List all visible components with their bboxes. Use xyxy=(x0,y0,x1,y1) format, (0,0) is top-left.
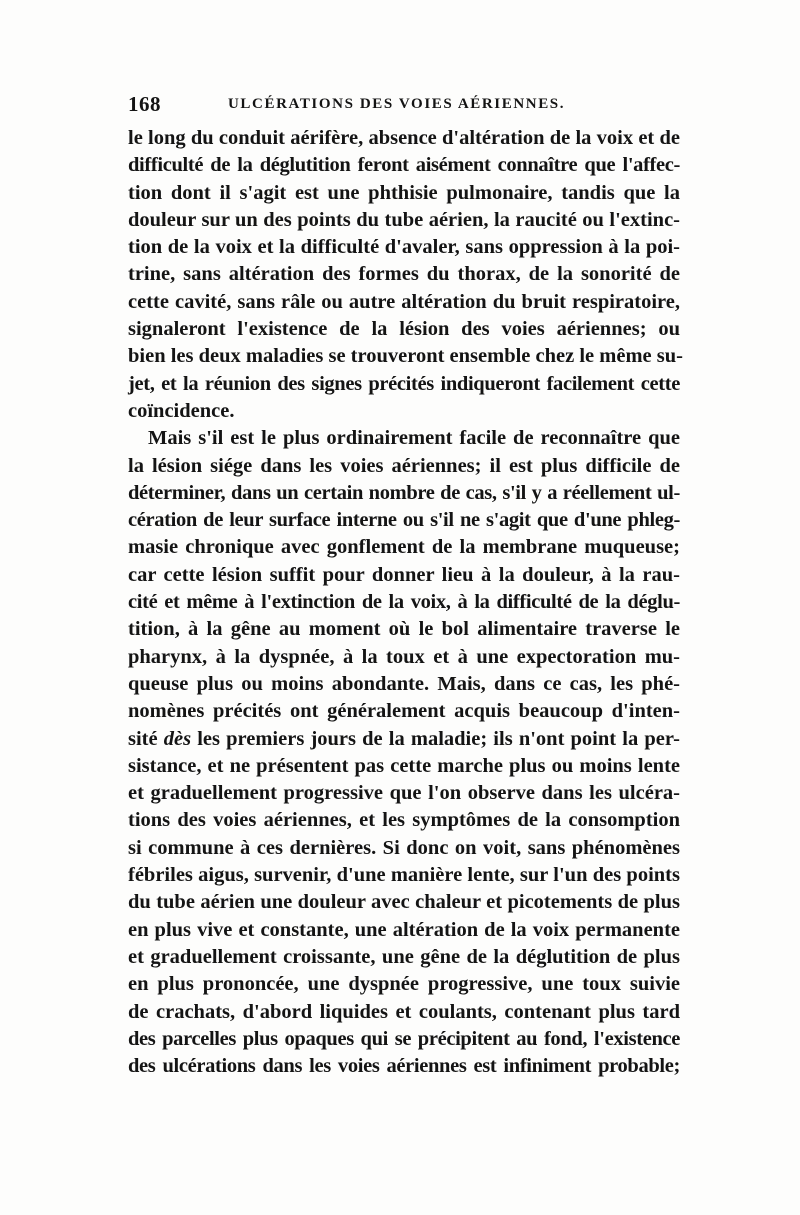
text-line: coïncidence. xyxy=(128,399,235,422)
text-line: de crachats, d'abord liquides et coulants, contenant plus tard xyxy=(128,1000,680,1023)
paragraph-start-line: Mais s'il est le plus ordinairement facile de reconnaître que xyxy=(148,427,680,450)
text-line: trine, sans altération des formes du thorax, de la sonorité de xyxy=(128,263,680,286)
text-line: queuse plus ou moins abondante. Mais, dans ce cas, les phé- xyxy=(128,672,680,695)
body-text xyxy=(128,125,683,1080)
text-line xyxy=(128,726,680,753)
text-line: cette cavité, sans râle ou autre altération du bruit respiratoire, xyxy=(128,290,680,313)
text-line: et graduellement croissante, une gêne de la déglutition de plus xyxy=(128,945,680,968)
text-line: masie chronique avec gonflement de la membrane muqueuse; xyxy=(128,536,680,559)
text-line: des ulcérations dans les voies aériennes est infiniment probable; xyxy=(128,1055,680,1078)
text-fragment: les premiers jours de la maladie; ils n'ont point la per- xyxy=(191,727,680,750)
text-line: et graduellement progressive que l'on observe dans les ulcéra- xyxy=(128,782,680,805)
text-line: pharynx, à la dyspnée, à la toux et à une expectoration mu- xyxy=(128,645,680,668)
text-line: sistance, et ne présentent pas cette marche plus ou moins lente xyxy=(128,754,680,777)
text-line: si commune à ces dernières. Si donc on voit, sans phénomènes xyxy=(128,836,680,859)
text-line: cité et même à l'extinction de la voix, à la difficulté de la déglu- xyxy=(128,591,680,614)
page-header xyxy=(128,92,680,122)
text-line: déterminer, dans un certain nombre de cas, s'il y a réellement ul- xyxy=(128,481,680,504)
text-line: tion dont il s'agit est une phthisie pulmonaire, tandis que la xyxy=(128,181,680,204)
running-head: ULCÉRATIONS DES VOIES AÉRIENNES. xyxy=(228,96,566,112)
text-fragment: sité xyxy=(128,727,164,750)
text-line: tition, à la gêne au moment où le bol alimentaire traverse le xyxy=(128,618,680,641)
text-line: fébriles aigus, survenir, d'une manière lente, sur l'un des points xyxy=(128,864,680,887)
text-line: le long du conduit aérifère, absence d'altération de la voix et de xyxy=(128,127,680,149)
text-line: en plus prononcée, une dyspnée progressive, une toux suivie xyxy=(128,973,680,996)
text-line: difficulté de la déglutition feront aisément connaître que l'affec- xyxy=(128,154,680,177)
text-line: du tube aérien une douleur avec chaleur et picotements de plus xyxy=(128,891,680,914)
text-line: car cette lésion suffit pour donner lieu à la douleur, à la rau- xyxy=(128,563,680,586)
text-line: la lésion siége dans les voies aériennes; il est plus difficile de xyxy=(128,454,680,477)
text-line: tion de la voix et la difficulté d'avaler, sans oppression à la poi- xyxy=(128,236,680,259)
text-line: nomènes précités ont généralement acquis beaucoup d'inten- xyxy=(128,700,680,723)
text-line: cération de leur surface interne ou s'il ne s'agit que d'une phleg- xyxy=(128,509,680,532)
italic-word: dès xyxy=(163,727,192,750)
text-line: bien les deux maladies se trouveront ensemble chez le même su- xyxy=(128,345,683,368)
text-line: signaleront l'existence de la lésion des voies aériennes; ou xyxy=(128,318,680,341)
page-number: 168 xyxy=(128,92,161,116)
text-line: tions des voies aériennes, et les symptômes de la consomption xyxy=(128,809,680,832)
text-line: en plus vive et constante, une altération de la voix permanente xyxy=(128,918,680,941)
text-line: jet, et la réunion des signes précités indiqueront facilement cette xyxy=(128,372,680,395)
text-line: des parcelles plus opaques qui se précipitent au fond, l'existence xyxy=(128,1027,680,1050)
text-line: douleur sur un des points du tube aérien, la raucité ou l'extinc- xyxy=(128,208,680,231)
